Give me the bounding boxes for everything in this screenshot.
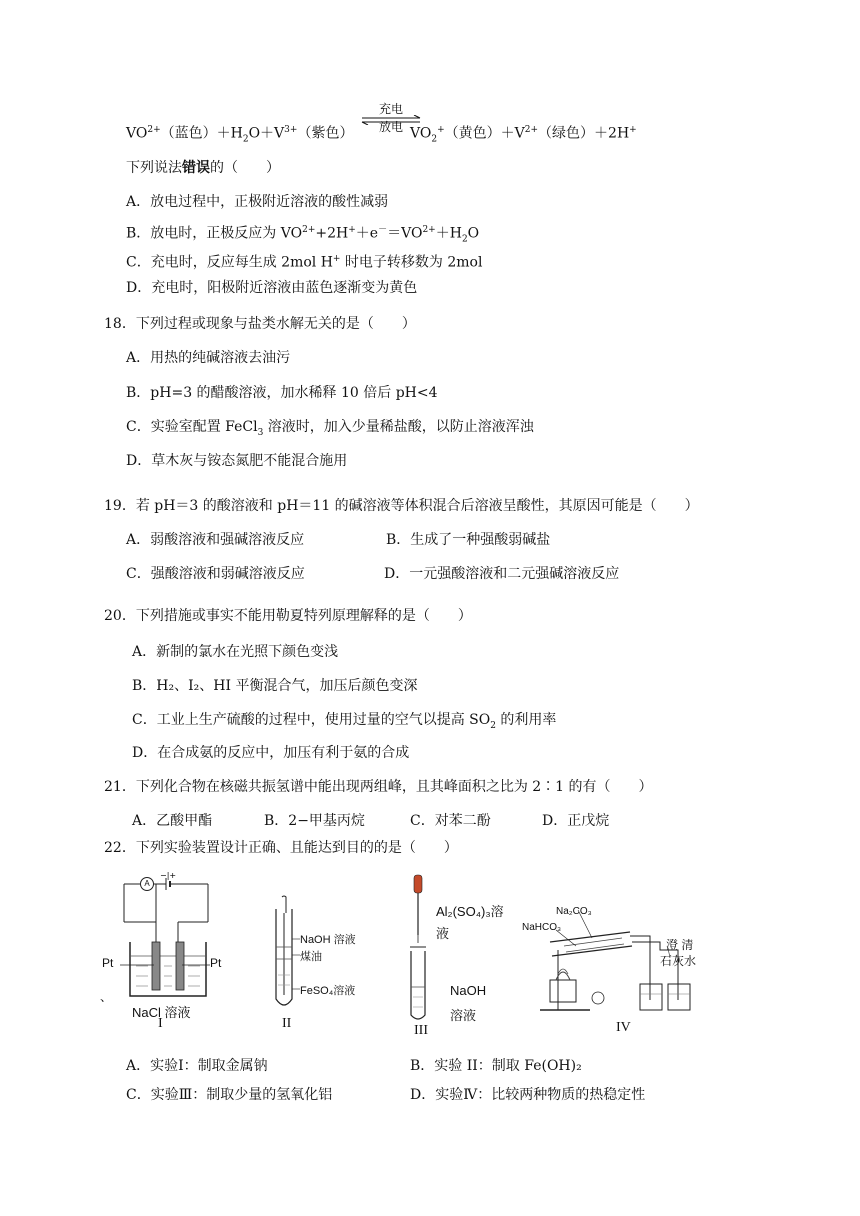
ammeter-icon: A	[140, 877, 154, 891]
eq-sub: 2	[431, 134, 438, 145]
dropper-test-tube-icon	[400, 873, 440, 1023]
opt-text: C．工业上生产硫酸的过程中，使用过量的空气以提高 SO	[132, 712, 491, 728]
fig4-limewater-line1: 澄 清	[666, 938, 694, 952]
q22-option-c: C．实验Ⅲ：制取少量的氢氧化铝	[126, 1087, 333, 1103]
q19-option-d: D．一元强酸溶液和二元强碱溶液反应	[384, 566, 620, 582]
stem-text: 下列说法	[126, 160, 182, 176]
q18-stem: 18．下列过程或现象与盐类水解无关的是（ ）	[104, 316, 416, 332]
eq-sup: 2+	[524, 125, 539, 135]
opt-text: C．充电时，反应每生成 2mol H	[126, 254, 333, 271]
fig1-solution-label: NaCl 溶液	[132, 1005, 191, 1020]
q20-option-d: D．在合成氨的反应中，加压有利于氨的合成	[132, 745, 410, 761]
q17-option-c	[126, 249, 482, 273]
eq-text: （紫色）	[297, 125, 354, 142]
figure-thermal-stability	[520, 880, 700, 1040]
figure-electrolysis	[100, 870, 240, 1030]
opt-text: +2H	[315, 225, 349, 242]
q22-option-d: D．实验Ⅳ：比较两种物质的热稳定性	[410, 1087, 646, 1103]
fig4-nahco3-label: NaHCO₃	[522, 922, 562, 933]
fig3-roman: III	[414, 1023, 428, 1038]
q17-option-a: A．放电过程中，正极附近溶液的酸性减弱	[126, 194, 389, 210]
eq-sup: 2+	[147, 125, 161, 135]
fig2-roman: II	[282, 1016, 292, 1031]
q21-option-d: D．正戊烷	[542, 813, 610, 829]
fig2-naoh-label: NaOH 溶液	[300, 934, 356, 946]
opt-sup: －	[378, 225, 388, 235]
q22-option-b: B．实验 II：制取 Fe(OH)₂	[410, 1058, 582, 1074]
q21-option-c: C．对苯二酚	[410, 813, 491, 829]
opt-sub: 2	[490, 720, 496, 731]
q20-option-b: B．H₂、I₂、HI 平衡混合气，加压后颜色变深	[132, 678, 418, 694]
fig3-naoh-line1: NaOH	[450, 983, 487, 998]
eq-sup: +	[437, 125, 445, 135]
q18-option-c	[126, 417, 534, 443]
q21-stem: 21．下列化合物在核磁共振氢谱中能出现两组峰，且其峰面积之比为 2∶1 的有（ ）	[104, 779, 653, 795]
equation-left	[126, 120, 353, 149]
opt-text: 时电子转移数为 2mol	[340, 254, 483, 271]
opt-text: B．放电时，正极反应为 VO	[126, 225, 303, 242]
opt-text: ＝VO	[387, 225, 423, 242]
fig4-limewater-line2: 石灰水	[660, 954, 697, 968]
equation-right	[410, 120, 637, 149]
opt-sub: 3	[257, 427, 264, 438]
q20-stem: 20．下列措施或事实不能用勒夏特列原理解释的是（ ）	[104, 608, 472, 624]
arrow-top-label: 充电	[378, 102, 403, 116]
fig4-roman: IV	[616, 1020, 631, 1035]
opt-text: ＋e	[355, 225, 379, 242]
figure-aloh3	[400, 873, 520, 1038]
opt-sup: 2	[302, 225, 308, 235]
eq-text: VO	[410, 125, 432, 142]
opt-sup: +	[348, 225, 356, 235]
q18-option-d: D．草木灰与铵态氮肥不能混合施用	[126, 453, 348, 469]
q17-option-b	[126, 220, 479, 249]
q19-option-b: B．生成了一种强酸弱碱盐	[386, 532, 551, 548]
svg-text:−|+: −|+	[160, 871, 177, 880]
fig4-na2co3-label: Na₂CO₃	[556, 906, 592, 917]
opt-text: ＋H	[435, 225, 462, 242]
q21-option-b: B．2−甲基丙烷	[264, 813, 365, 829]
eq-sup: 3+	[284, 125, 298, 135]
opt-text: O	[467, 225, 480, 242]
electrolysis-apparatus-icon	[100, 870, 240, 1000]
figure-feoh2	[268, 895, 378, 1035]
q18-option-a: A．用热的纯碱溶液去油污	[126, 350, 291, 366]
fig2-oil-label: 煤油	[300, 951, 322, 963]
fig1-mark: 、	[100, 990, 113, 1004]
arrow-bottom-label: 放电	[378, 120, 403, 134]
eq-text: （黄色）＋V	[444, 125, 525, 142]
q17-option-d: D．充电时，阳极附近溶液由蓝色逐渐变为黄色	[126, 280, 418, 296]
q20-option-c	[132, 710, 556, 736]
q22-option-a: A．实验Ⅰ：制取金属钠	[126, 1058, 268, 1074]
eq-text: O＋V	[248, 125, 285, 142]
q18-option-b: B．pH=3 的醋酸溶液，加水稀释 10 倍后 pH<4	[126, 385, 438, 401]
q19-option-a: A．弱酸溶液和强碱溶液反应	[126, 532, 305, 548]
opt-text: 的利用率	[495, 712, 557, 728]
eq-text: （蓝色）＋H	[160, 125, 243, 142]
fig1-pt-right: Pt	[210, 956, 222, 970]
opt-sup: +	[332, 254, 341, 264]
fig3-reagent-line2: 液	[436, 926, 450, 941]
stem-text: 的（ ）	[210, 160, 280, 176]
q21-option-a: A．乙酸甲酯	[132, 813, 213, 829]
fig3-reagent-line1: Al₂(SO₄)₃溶	[436, 904, 504, 919]
opt-text: C．实验室配置 FeCl	[126, 419, 258, 435]
fig1-pt-left: Pt	[102, 956, 114, 970]
eq-sup: +	[629, 125, 637, 135]
eq-text: （绿色）＋2H	[538, 125, 630, 142]
stem-emphasis: 错误	[182, 160, 210, 176]
fig1-roman: I	[158, 1016, 163, 1031]
q20-option-a: A．新制的氯水在光照下颜色变浅	[132, 644, 339, 660]
q22-stem: 22．下列实验装置设计正确、且能达到目的的是（ ）	[104, 840, 458, 856]
opt-sup: +	[307, 225, 316, 235]
q19-option-c: C．强酸溶液和弱碱溶液反应	[126, 566, 305, 582]
opt-sup: 2+	[422, 225, 436, 235]
opt-sub: 2	[461, 234, 468, 245]
q19-stem: 19．若 pH＝3 的酸溶液和 pH＝11 的碱溶液等体积混合后溶液呈酸性，其原因可能是（ ）	[104, 498, 699, 514]
fig2-feso4-label: FeSO₄溶液	[300, 985, 356, 997]
eq-text: VO	[126, 125, 148, 142]
opt-text: 溶液时，加入少量稀盐酸，以防止溶液浑浊	[263, 419, 534, 435]
eq-sub: 2	[242, 134, 249, 145]
fig3-naoh-line2: 溶液	[450, 1008, 477, 1023]
q17-stem	[126, 158, 280, 178]
